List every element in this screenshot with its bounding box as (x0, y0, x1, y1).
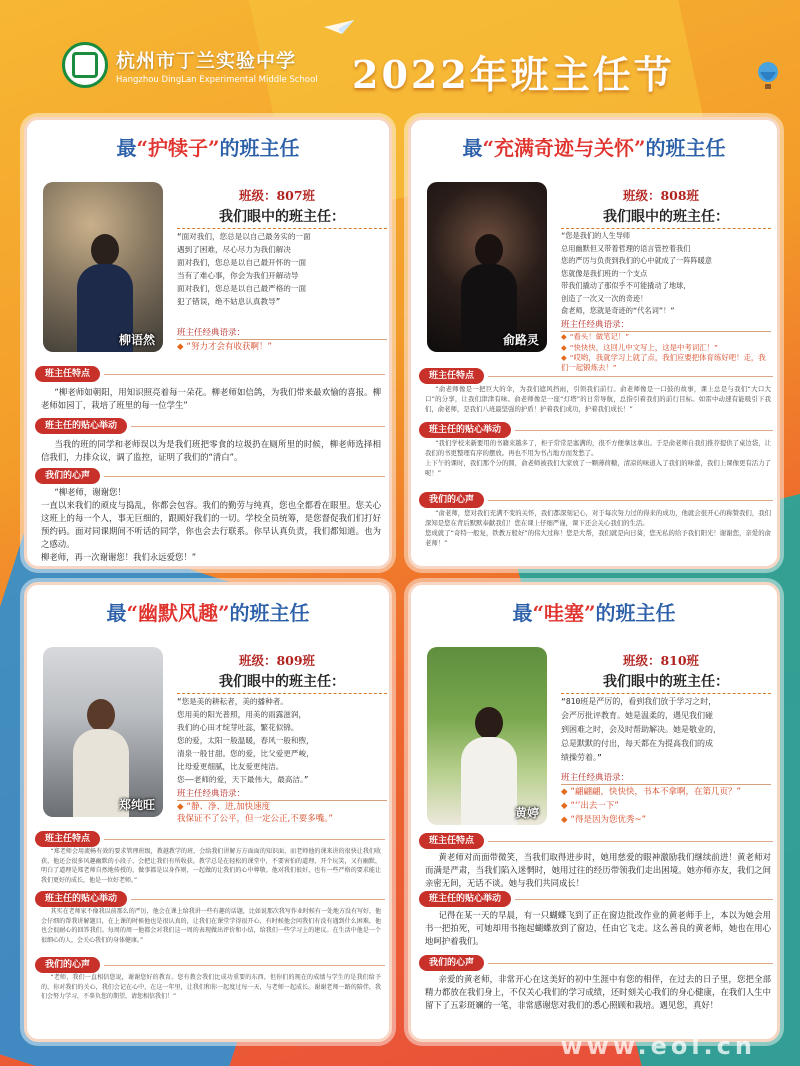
section-bar: 班主任的贴心举动 (419, 891, 773, 907)
teacher-name: 俞路灵 (502, 333, 539, 347)
saying-label: 班主任经典语录： (561, 318, 771, 332)
watermark: www.eol.cn (560, 1032, 756, 1060)
saying-item: ◆ “哎哟，我就学习上就了点，我们应要把体育练好吧！走，我们一起锻炼去！” (561, 353, 766, 372)
card-title: 最“哇塞”的班主任 (512, 601, 676, 625)
section-bar: 班主任的贴心举动 (419, 422, 773, 438)
student-quote: “您是我们的人生导师 总用幽默但又带着哲理的语言管控着我们 您的严厉与负责到我们的心中就成了一阵阵暖意 您就像是我们班的一个支点 带我们撬动了那似乎不可能撬动了地球， 创造了一次又一次的奇迹！ 俞老师，您就是奇迹的“代名词”！” (561, 231, 712, 315)
card-title: 最“护犊子”的班主任 (116, 136, 300, 160)
section-heading: 我们眼中的班主任： (177, 206, 387, 229)
saying-item: ◆ “静、净、进,加快速度 (177, 802, 271, 812)
section-bar: 我们的心声 (419, 492, 773, 508)
school-name: 杭州市丁兰实验中学 (116, 49, 297, 72)
section-text: 其实在老师家不像我以前那么的严厉，他会在课上给我讲一些有趣的话题，比如说那次我写作业时候有一处地方没有写好，他会仔细的帮我讲解题目，在上课的时候他也是很认真的，让我们在课堂学得很开心，有时候他会问我们有没有遇到什么困难，他也会很耐心的回答我们。每周的周一他都会对我们这一周的表现做出评价和小结，给我们一些学习上的建议。在生活中他是一个很细心的人，会关心我们的身体健康。” (41, 908, 381, 944)
student-quote: “您是美的耕耘者，美的播种者。 您用美的阳光普照，用美的雨露滋润， 我们的心田才绽芽吐蕊，繁花似锦。 您的爱，太阳一般温暖，春风一般和煦， 清泉一般甘甜。您的爱，比父爱更严峻， 比母爱更细腻，比友爱更纯洁。 您——老师的爱，天下最伟大，最高洁。” (177, 697, 314, 784)
teacher-photo (427, 647, 547, 825)
paper-plane-icon (324, 20, 354, 34)
section-text: 记得在某一天的早晨，有一只蝴蝶飞到了正在窗边批改作业的黄老师手上，本以为她会用书一把拍死，可她却用书拖起蝴蝶放到了窗边，任由它飞走。这么善良的黄老师，她也在用心地呵护着我们。 (425, 910, 771, 946)
page-title: 2022年班主任节 (352, 52, 675, 97)
section-bar: 班主任特点 (419, 833, 773, 849)
saying-label: 班主任经典语录： (177, 787, 387, 801)
section-bar: 班主任特点 (35, 831, 385, 847)
section-text: “俞老师，您对我们充满不变的关怀，我们都深刻记心，对于每次努力过的得来的成功，他就会很开心的称赞我们，我们深知是您在背后默默奉献我们！您在课上仔细严谨，课下还会关心我们的生活。 您成就了“奇特一般复，铁教万般好”的伟大过称！您是大帮，我们就是向日葵，您无私的给予我们阳光！谢谢您，亲爱的俞老师！” (425, 509, 771, 547)
school-logo-icon (62, 42, 108, 88)
saying-item: 我保证不了公平，但一定公正,不要多嘴。” (177, 814, 333, 824)
saying-item: ◆ “看头！做笔记！” (561, 332, 630, 341)
section-text: 当我的班的同学和老师误以为是我们班把零食的垃圾扔在厕所里的时候，柳老师选择相信我们，力排众议，调了监控，证明了我们的“清白”。 (41, 439, 381, 462)
page-header (0, 0, 800, 110)
class-label: 班级：810班 (622, 653, 700, 668)
section-bar: 班主任特点 (419, 368, 773, 384)
teacher-photo (427, 182, 547, 352)
section-heading: 我们眼中的班主任： (561, 206, 771, 229)
section-bar: 班主任的贴心举动 (35, 891, 385, 907)
student-quote: “面对我们，您总是以自己最务实的一面 遇到了困难，尽心尽力为我们解决 面对我们，您总是以自己最开怀的一面 当有了难心事，你会为我们开解动导 面对我们，您总是以自己最严格的一面 犯了错误，绝不姑息认真教导” (177, 232, 311, 306)
teacher-photo (43, 182, 163, 352)
saying-item: ◆ “翩翩翩，快快快，书本不拿啊，在第几页？” (561, 787, 741, 797)
school-logo-block (62, 42, 318, 88)
section-text: 黄老师对而面带微笑，当我们取得进步时，她用慈爱的眼神激励我们继续前进！黄老师对而满是严肃，当我们陷入迷惘时，她用过往的经历带领我们走出困境。她亦师亦友，我们之间亲密无间，无话不谈。她与我们共同成长！ (425, 852, 771, 888)
student-quote: “810班是严厉的，看到我们放于学习之时， 会严厉批评教育。她是温柔的，遇见我们碰 到困难之时，会及时帮助解决。她是敬业的， 总是默默的付出，每天都在为提高我们的成 绩操劳着。” (561, 697, 721, 762)
hot-air-balloon-icon (756, 62, 780, 90)
teacher-card (24, 117, 392, 569)
section-text: “老师，我们一直相信您说，谢谢您好的教育。您有教会我们比成功重要的东西，但你们的现在的成绩与学生的是我们给予的，你对我们的关心，我们会记在心中，在这一年里，让我们和你一起度过每一天，与老师一起成长。谢谢老师一路的陪伴，我们会努力学习，不辜负您的期望，请您相信我们！” (41, 974, 381, 1000)
section-heading: 我们眼中的班主任： (177, 671, 387, 694)
teacher-card (408, 117, 780, 569)
section-heading: 我们眼中的班主任： (561, 671, 771, 694)
teacher-card (24, 582, 392, 1042)
card-title: 最“充满奇迹与关怀”的班主任 (462, 136, 726, 160)
teacher-name: 郑纯旺 (118, 798, 155, 812)
saying-item: ◆ “快快快，这回儿中文写上，这是中考词汇！” (561, 343, 718, 352)
section-bar: 班主任的贴心举动 (35, 418, 385, 434)
class-label: 班级：809班 (238, 653, 316, 668)
section-bar: 班主任特点 (35, 366, 385, 382)
saying-item: ◆ “得是因为您优秀~” (561, 815, 646, 825)
class-label: 班级：807班 (238, 188, 316, 203)
saying-label: 班主任经典语录： (561, 771, 771, 785)
school-name-en: Hangzhou DingLan Experimental Middle School (116, 74, 318, 85)
section-bar: 我们的心声 (35, 468, 385, 484)
teacher-card (408, 582, 780, 1042)
saying-label: 班主任经典语录： (177, 326, 387, 340)
section-text: “郑老师会用流畅有效的要求管理班级，教越教学的班，会给我们讲解方方面面的知识面，而老师他的课来讲的很快让我们收获，他还会很多风趣幽默的小段子，会把让我们有所收获。教学总是在轻松的课堂中，不要害怕的道理，开个玩笑，又有幽默，明白了道理是郑老师自然地传授的，做事都是以身作则，一起做的让我们的心中尊敬。他对我们很好，也有一些严格的要求能让我们更好的成长，他是一位好老师。” (41, 848, 381, 884)
section-text: 亲爱的黄老师，非常开心在这美好的初中生涯中有您的相伴，在过去的日子里，您把全部精力都放在我们身上，不仅关心我们的学习成绩，还时刻关心我们的身心健康，在我们人生中留下了五彩斑斓的一笔，非常感谢您对我们的悉心照顾和栽培。遇见您，真好！ (425, 974, 771, 1010)
section-text: “柳老师如朝阳，用知识照亮着每一朵花。柳老师如信鸽，为我们带来最欢愉的喜报。柳老师如园丁，栽培了班里的每一位学生” (41, 387, 381, 410)
section-bar: 我们的心声 (419, 955, 773, 971)
section-bar: 我们的心声 (35, 957, 385, 973)
teacher-photo (43, 647, 163, 817)
class-label: 班级：808班 (622, 188, 700, 203)
saying-item: ◆ “努力才会有收获啊！” (177, 342, 272, 352)
teacher-name: 柳语然 (118, 333, 155, 347)
card-title: 最“幽默风趣”的班主任 (106, 601, 310, 625)
saying-item: ◆ “‘’出去一下” (561, 801, 619, 811)
teacher-name: 黄婷 (514, 806, 539, 820)
section-text: “我们学校来新要用的书籍来越多了，柜子常常是塞满的，很不方便拿这拿出。于是俞老师自我们推荐提供了桌边袋，让我们的书更整理有序的摆放。再也不用为书占地方而发愁了。 上下午的课时，我们那个分的圆，俞老师被我们大家放了一颗薄荷糖，清凉的味道入了我们的味蕾，我们上课像更有活力了呢！” (425, 439, 771, 477)
section-text: “柳老师，谢谢您！ 一直以来我们的顽皮与捣乱，你都会包容。我们的勤劳与纯真，您也全都看在眼里。您关心这班上的每一个人，事无巨细的，跟顾好我们的一切。学校全员统筹，是您督促我们们打好预约码。面对同课期间不听话的同学，你也会去行联系。你早认真负责，我们都知道。也为之感动。 柳老师，再一次谢谢您！我们永远爱您！” (41, 487, 381, 562)
section-text: “俞老师像是一把巨大的伞，为我们遮风挡雨，引领我们前行。俞老师像是一口鼓的故事，课上总是与我们“大口大口”的分享，让我们津津有味。俞老师像是一座“灯塔”的日常导航，总指引着我们的前行目标。如雷中动速有能吸引下我们，俞老师，是我们八班最坚强的护盾！护着我们成功，护着我们成长！” (425, 385, 771, 413)
